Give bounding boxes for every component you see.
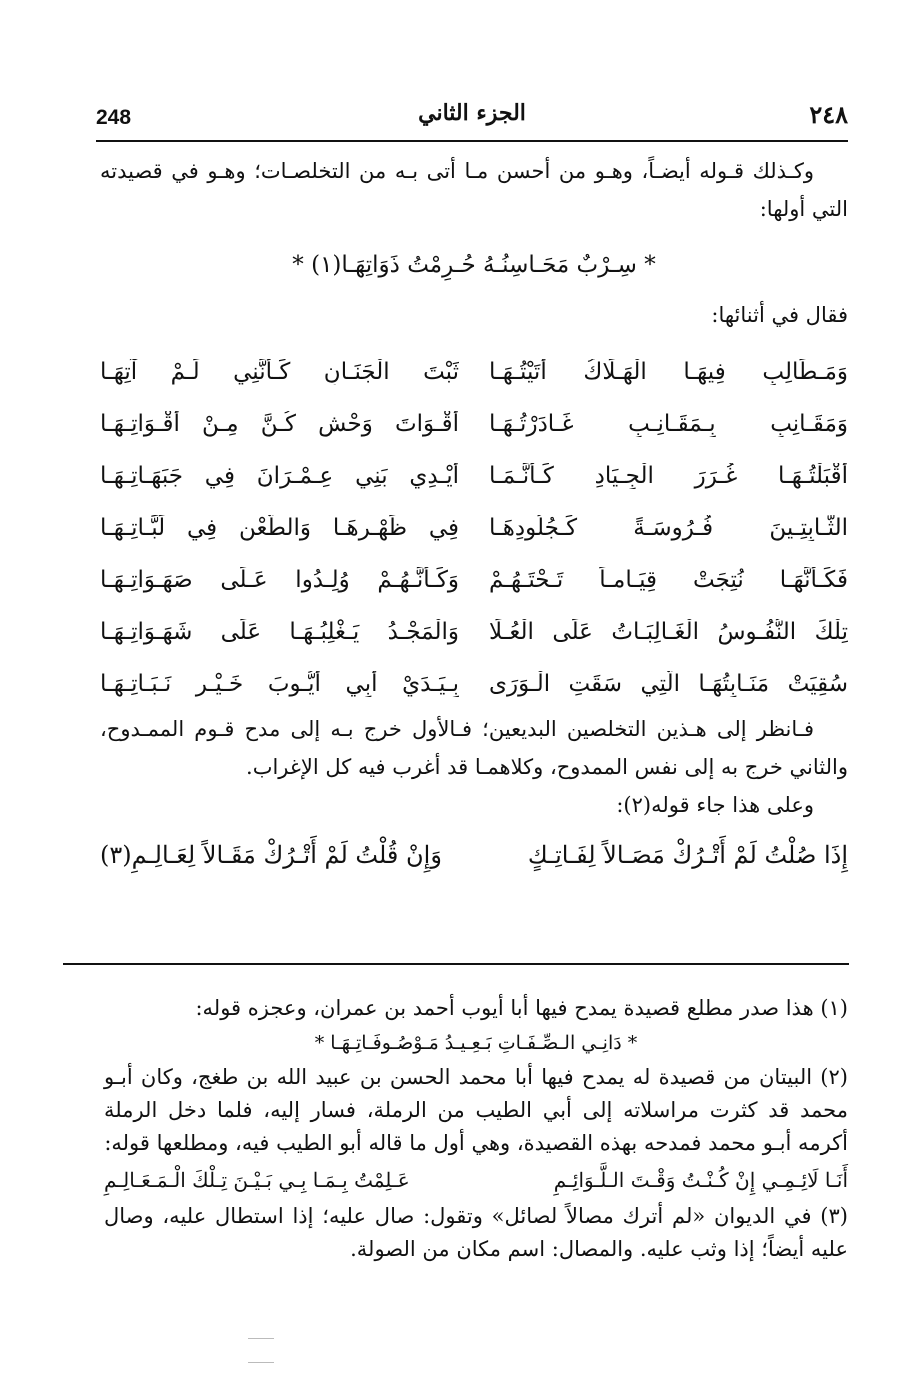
footnote-2-verse-ajuz: عَـلِمْتُ بِـمَـا بِـي بَـيْـنَ تِـلْكَ الْـمَـعَـالِـمِ [104, 1168, 410, 1192]
footnote-2: (٢) البيتان من قصيدة له يمدح فيها أبا محمد الحسن بن عبيد الله بن طغج، وكان أبـو محمد قد كثرت مراسلاته إلى أبي الطيب من الرملة، فسار إليه، فلما دخل الرملة أكرمه أبـو محمد فمدحه بهذه القصيدة، وهي أول ما قاله أبو الطيب فيه، ومطلعها قوله: [104, 1065, 848, 1155]
final-verse [100, 828, 848, 882]
verse-3-sadr: أَقْبَلْتُـهَـا غُـرَرَ الْجِـيَادِ كَـأَنَّـمَـا [488, 463, 848, 489]
verse-5-ajuz: وَكَـأَنَّـهُـمْ وُلِـدُوا عَـلَى صَهَـوَاتِـهَـا [100, 567, 460, 593]
verse-2 [100, 398, 848, 450]
footnote-separator [63, 963, 849, 965]
verse-4-sadr: الثَّـابِتِـينَ فُـرُوسَـةً كَـجُلُودِهَـا [488, 515, 848, 541]
footnotes [104, 992, 848, 1266]
final-verse-sadr: إِذَا صُلْتُ لَمْ أَتْـرُكْ مَصَـالاً لِفَـاتِـكٍ [527, 841, 848, 869]
lead-in-line: وعلى هذا جاء قوله(٢): [616, 793, 814, 817]
analysis-paragraph: فـانظر إلى هـذين التخلصين البديعين؛ فـالأول خرج بـه إلى مدح قـوم الممـدوح، والثاني خرج به إلى نفس الممدوح، وكلاهمـا قد أغرب فيه كل الإغراب. [100, 717, 848, 779]
main-text [100, 152, 848, 882]
footnote-3: (٣) في الديوان «لم أترك مصالاً لصائل» وتقول: صال عليه؛ إذا استطال عليه، وصال عليه أيضاً؛ إذا وثب عليه. والمصال: اسم مكان من الصولة. [104, 1204, 848, 1261]
verse-7-sadr: سُقِيَتْ مَنَـابِتُهَـا الَّتِي سَقَتِ الْـوَرَى [488, 671, 848, 697]
footnote-1-hemistich: * دَانِـي الـصِّـفَـاتِ بَـعِـيـدُ مَـوْصُـوفَـاتِـهَـا * [314, 1032, 638, 1054]
verse-4 [100, 502, 848, 554]
page-number-latin: 248 [96, 106, 132, 129]
poem [100, 346, 848, 710]
verse-1 [100, 346, 848, 398]
verse-3 [100, 450, 848, 502]
verse-5 [100, 554, 848, 606]
footnote-2-verse-sadr: أَنَـا لَائِـمِـي إِنْ كُـنْـتُ وَقْـتَ الـلَّـوَائِـمِ [553, 1168, 848, 1192]
verse-1-sadr: وَمَـطَالِبٍ فِيهَـا الْهَـلَاكُ أَتَيْتُـهَـا [488, 359, 848, 385]
intro-paragraph: وكـذلك قـوله أيضـاً، وهـو من أحسن مـا أتى بـه من التخلصـات؛ وهـو في قصيدته التي أولها: [100, 159, 848, 221]
verse-5-sadr: فَكَـأَنَّهَـا نُتِجَتْ قِيَـامـاً تَـحْتَـهُـمْ [488, 567, 848, 593]
verse-1-ajuz: ثَبْتَ الْجَنَـانِ كَـأَنَّنِي لَـمْ آتِهَـا [100, 359, 460, 385]
verse-4-ajuz: فِي ظَهْـرِهَـا وَالطَّعْنِ فِي لَبَّـاتِـهَـا [100, 515, 460, 541]
verse-7-ajuz: بِـيَـدَيْ أَبِي أَيُّـوبَ خَـيْـرِ نَـبَـاتِـهَـا [100, 671, 460, 697]
scan-mark [248, 1362, 274, 1363]
verse-3-ajuz: أَيْـدِي بَنِي عِـمْـرَانَ فِي جَبَهَـاتِـهَـا [100, 463, 460, 489]
verse-6-ajuz: وَالْمَجْـدُ يَـغْلِبُـهَـا عَلَى شَهَـوَاتِـهَـا [100, 619, 460, 645]
footnote-2-verse [104, 1160, 848, 1200]
verse-2-sadr: وَمَقَـانِبٍ بِـمَقَـانِـبٍ غَـادَرْتُـهَـا [488, 411, 848, 437]
verse-6-sadr: تِلْكَ النُّفُـوسُ الْغَـالِبَـاتُ عَلَى الْعُـلَا [488, 619, 848, 645]
verse-2-ajuz: أَقْـوَاتَ وَحْشٍ كُـنَّ مِـنْ أَقْـوَاتِـهَـا [100, 411, 460, 437]
part-title: الجزء الثاني [418, 100, 526, 126]
scan-mark [248, 1338, 274, 1339]
final-verse-ajuz: وَإِنْ قُلْتُ لَمْ أَتْـرُكْ مَقَـالاً لِعَـالِـمِ(٣) [100, 841, 442, 869]
page-header [96, 96, 848, 142]
verse-6 [100, 606, 848, 658]
opening-hemistich: * سِـرْبٌ مَحَـاسِنُـهُ حُـرِمْتُ ذَوَاتِهَـا(١) * [292, 252, 656, 278]
page-number-arabic: ٢٤٨ [809, 100, 848, 129]
verse-7 [100, 658, 848, 710]
footnote-1: (١) هذا صدر مطلع قصيدة يمدح فيها أبا أيوب أحمد بن عمران، وعجزه قوله: [195, 996, 848, 1020]
transition-line: فقال في أثنائها: [711, 303, 848, 327]
